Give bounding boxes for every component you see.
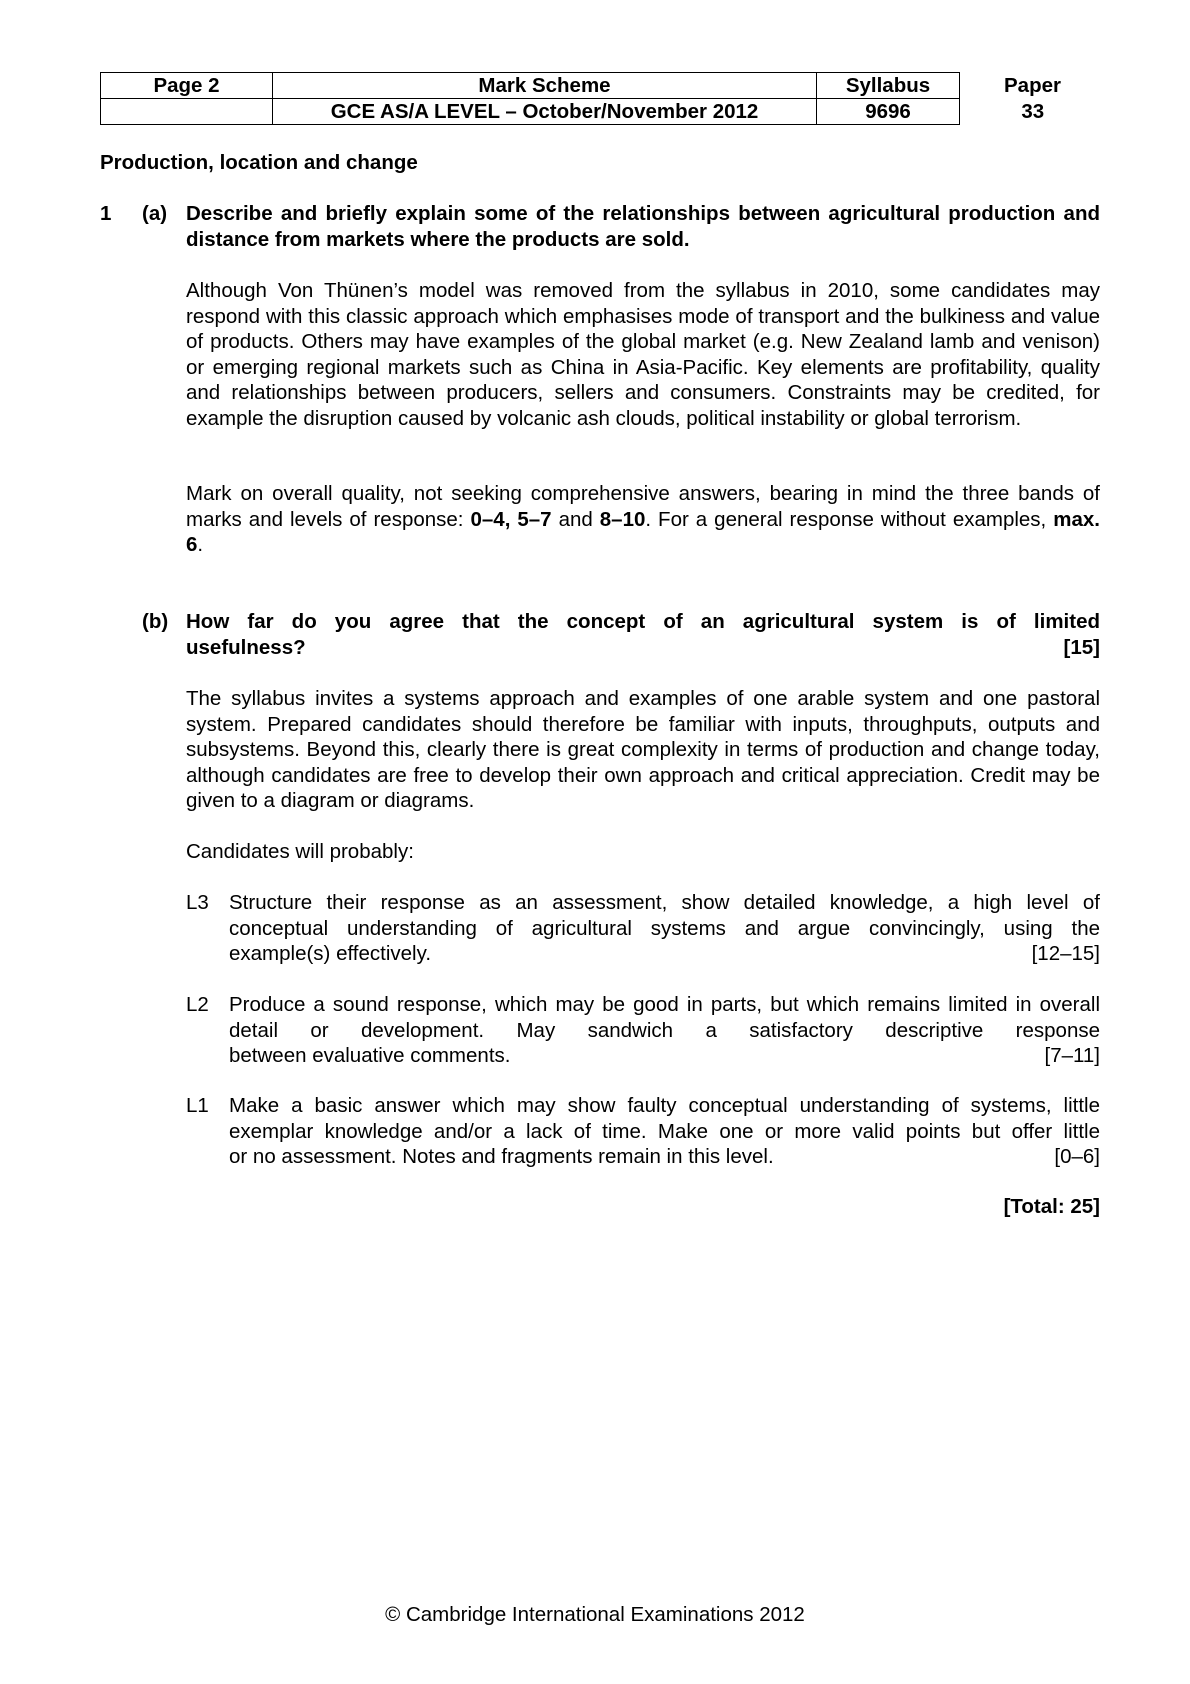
level-code-l2: L2 bbox=[186, 993, 209, 1016]
part-b-prompt bbox=[186, 609, 1100, 660]
part-a-prompt: Describe and briefly explain some of the relationships between agricultural production and distance from markets where the products are sold. bbox=[186, 202, 1100, 251]
total-marks: [Total: 25] bbox=[1003, 1195, 1100, 1218]
level-last-line bbox=[229, 1144, 1100, 1170]
mark-bands-2: 8–10 bbox=[599, 507, 646, 531]
max-mark: max. 6 bbox=[186, 507, 1100, 556]
para2-start: Mark on overall quality, not seeking comprehensive answers, bearing in mind the three bands of marks and levels of response: bbox=[186, 482, 1100, 531]
header-paper-code: 33 bbox=[1021, 99, 1045, 123]
part-b-prompt-end: usefulness? bbox=[186, 635, 306, 659]
header-table bbox=[100, 72, 1106, 125]
level-text: Make a basic answer which may show faulty conceptual understanding of systems, little exemplar knowledge and/or a lack of time. Make one or more valid points but offer little bbox=[229, 1094, 1100, 1143]
section-title: Production, location and change bbox=[100, 151, 418, 174]
header-empty-cell bbox=[101, 99, 273, 125]
header-syllabus-label: Syllabus bbox=[817, 73, 960, 99]
level-last-text: example(s) effectively. bbox=[229, 942, 432, 965]
level-text: Produce a sound response, which may be good in parts, but which remains limited in overall detail or development. May sandwich a satisfactory descriptive response bbox=[229, 993, 1100, 1042]
part-b-label: (b) bbox=[142, 610, 169, 633]
para2-and: and bbox=[551, 507, 600, 531]
mark-bands-1: 0–4, 5–7 bbox=[470, 507, 552, 531]
para2-end: . bbox=[197, 533, 204, 556]
level-last-line bbox=[229, 941, 1100, 967]
header-syllabus-code: 9696 bbox=[817, 99, 960, 125]
header-exam-title: GCE AS/A LEVEL – October/November 2012 bbox=[273, 99, 817, 125]
level-code-l3: L3 bbox=[186, 891, 209, 914]
part-a-label: (a) bbox=[142, 202, 168, 225]
para2-mid: . For a general response without examples, bbox=[645, 507, 1054, 531]
level-marks: [7–11] bbox=[1044, 1044, 1100, 1067]
question-number: 1 bbox=[100, 202, 112, 225]
header-paper-label: Paper bbox=[1004, 73, 1061, 97]
level-last-text: between evaluative comments. bbox=[229, 1044, 511, 1067]
level-last-line bbox=[229, 1043, 1100, 1069]
level-last-text: or no assessment. Notes and fragments remain in this level. bbox=[229, 1145, 774, 1168]
level-description-l1 bbox=[229, 1093, 1100, 1170]
header-title: Mark Scheme bbox=[273, 73, 817, 99]
level-text: Structure their response as an assessment, show detailed knowledge, a high level of conceptual understanding of agricultural systems and argue convincingly, using the bbox=[229, 891, 1100, 940]
level-marks: [0–6] bbox=[1054, 1145, 1100, 1168]
part-b-paragraph-1: The syllabus invites a systems approach and examples of one arable system and one pastoral system. Prepared candidates should therefore be familiar with inputs, throughputs, outputs and subsystems. Beyond this, clearly there is great complexity in terms of production and change today, although candidates are free to develop their own approach and critical appreciation. Credit may be given to a diagram or diagrams. bbox=[186, 687, 1100, 812]
part-a-paragraph-1: Although Von Thünen’s model was removed from the syllabus in 2010, some candidates may respond with this classic approach which emphasises mode of transport and the bulkiness and value of products. Others may have examples of the global market (e.g. New Zealand lamb and venison) or emerging regional markets such as China in Asia-Pacific. Key elements are profitability, quality and relationships between producers, sellers and consumers. Constraints may be credited, for example the disruption caused by volcanic ash clouds, political instability or global terrorism. bbox=[186, 279, 1100, 430]
level-description-l3 bbox=[229, 890, 1100, 967]
part-b-marks: [15] bbox=[1063, 635, 1100, 659]
level-marks: [12–15] bbox=[1031, 942, 1100, 965]
part-a-paragraph-2 bbox=[186, 481, 1100, 558]
level-description-l2 bbox=[229, 992, 1100, 1069]
header-page: Page 2 bbox=[101, 73, 273, 99]
part-b-prompt-line-1: How far do you agree that the concept of an agricultural system is of limited bbox=[186, 610, 1100, 633]
copyright-footer: © Cambridge International Examinations 2012 bbox=[385, 1603, 805, 1626]
level-code-l1: L1 bbox=[186, 1094, 209, 1117]
part-b-prompt-line-2 bbox=[186, 635, 1100, 661]
part-b-paragraph-2: Candidates will probably: bbox=[186, 840, 414, 863]
